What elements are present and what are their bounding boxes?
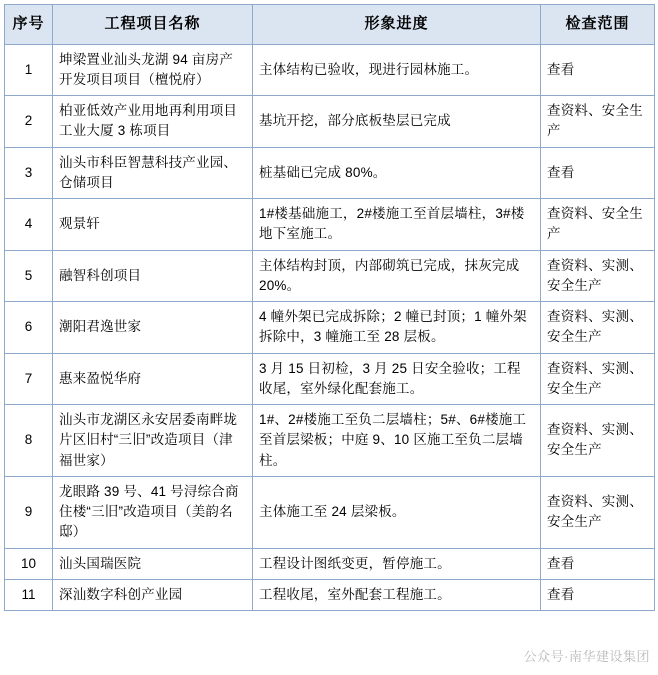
row-scope: 查看	[541, 548, 655, 579]
table-body	[5, 44, 655, 611]
column-header-progress: 形象进度	[253, 5, 541, 45]
row-scope: 查看	[541, 147, 655, 199]
row-no: 1	[5, 44, 53, 96]
row-progress: 工程设计图纸变更，暂停施工。	[253, 548, 541, 579]
table-row	[5, 548, 655, 579]
row-scope: 查资料、安全生产	[541, 96, 655, 148]
row-scope: 查资料、安全生产	[541, 199, 655, 251]
row-project-name: 坤梁置业汕头龙湖 94 亩房产开发项目项目（檀悦府）	[53, 44, 253, 96]
row-scope: 查看	[541, 579, 655, 610]
table-row	[5, 405, 655, 477]
row-scope: 查看	[541, 44, 655, 96]
row-no: 3	[5, 147, 53, 199]
table-row	[5, 476, 655, 548]
row-progress: 桩基础已完成 80%。	[253, 147, 541, 199]
row-no: 4	[5, 199, 53, 251]
row-scope: 查资料、实测、安全生产	[541, 476, 655, 548]
row-progress: 基坑开挖，部分底板垫层已完成	[253, 96, 541, 148]
row-progress: 工程收尾，室外配套工程施工。	[253, 579, 541, 610]
construction-progress-table	[4, 4, 655, 611]
row-project-name: 汕头市龙湖区永安居委南畔垅片区旧村“三旧”改造项目（津福世家）	[53, 405, 253, 477]
row-project-name: 融智科创项目	[53, 250, 253, 302]
column-header-scope: 检查范围	[541, 5, 655, 45]
table-row	[5, 353, 655, 405]
row-progress: 4 幢外架已完成拆除；2 幢已封顶；1 幢外架拆除中，3 幢施工至 28 层板。	[253, 302, 541, 354]
row-no: 11	[5, 579, 53, 610]
row-no: 7	[5, 353, 53, 405]
table-header-row	[5, 5, 655, 45]
row-progress: 主体结构已验收，现进行园林施工。	[253, 44, 541, 96]
row-progress: 1#楼基础施工，2#楼施工至首层墙柱，3#楼地下室施工。	[253, 199, 541, 251]
row-no: 10	[5, 548, 53, 579]
table-row	[5, 250, 655, 302]
column-header-no: 序号	[5, 5, 53, 45]
row-scope: 查资料、实测、安全生产	[541, 302, 655, 354]
row-no: 2	[5, 96, 53, 148]
column-header-project-name: 工程项目名称	[53, 5, 253, 45]
row-project-name: 惠来盈悦华府	[53, 353, 253, 405]
row-project-name: 潮阳君逸世家	[53, 302, 253, 354]
table-row	[5, 199, 655, 251]
row-no: 5	[5, 250, 53, 302]
row-project-name: 汕头国瑞医院	[53, 548, 253, 579]
row-progress: 3 月 15 日初检，3 月 25 日安全验收；工程收尾，室外绿化配套施工。	[253, 353, 541, 405]
row-no: 8	[5, 405, 53, 477]
row-project-name: 观景轩	[53, 199, 253, 251]
row-scope: 查资料、实测、安全生产	[541, 353, 655, 405]
table-header	[5, 5, 655, 45]
table-row	[5, 302, 655, 354]
row-scope: 查资料、实测、安全生产	[541, 405, 655, 477]
row-project-name: 深汕数字科创产业园	[53, 579, 253, 610]
row-project-name: 汕头市科臣智慧科技产业园、仓储项目	[53, 147, 253, 199]
row-no: 6	[5, 302, 53, 354]
table-row	[5, 44, 655, 96]
row-project-name: 龙眼路 39 号、41 号浔综合商住楼“三旧”改造项目（美韵名邸）	[53, 476, 253, 548]
watermark-text: 公众号·南华建设集团	[523, 649, 650, 664]
row-progress: 1#、2#楼施工至负二层墙柱；5#、6#楼施工至首层梁板；中庭 9、10 区施工至负二层墙柱。	[253, 405, 541, 477]
table-row	[5, 147, 655, 199]
table-row	[5, 96, 655, 148]
row-no: 9	[5, 476, 53, 548]
row-project-name: 柏亚低效产业用地再利用项目工业大厦 3 栋项目	[53, 96, 253, 148]
row-progress: 主体施工至 24 层梁板。	[253, 476, 541, 548]
row-scope: 查资料、实测、安全生产	[541, 250, 655, 302]
row-progress: 主体结构封顶，内部砌筑已完成，抹灰完成 20%。	[253, 250, 541, 302]
table-row	[5, 579, 655, 610]
